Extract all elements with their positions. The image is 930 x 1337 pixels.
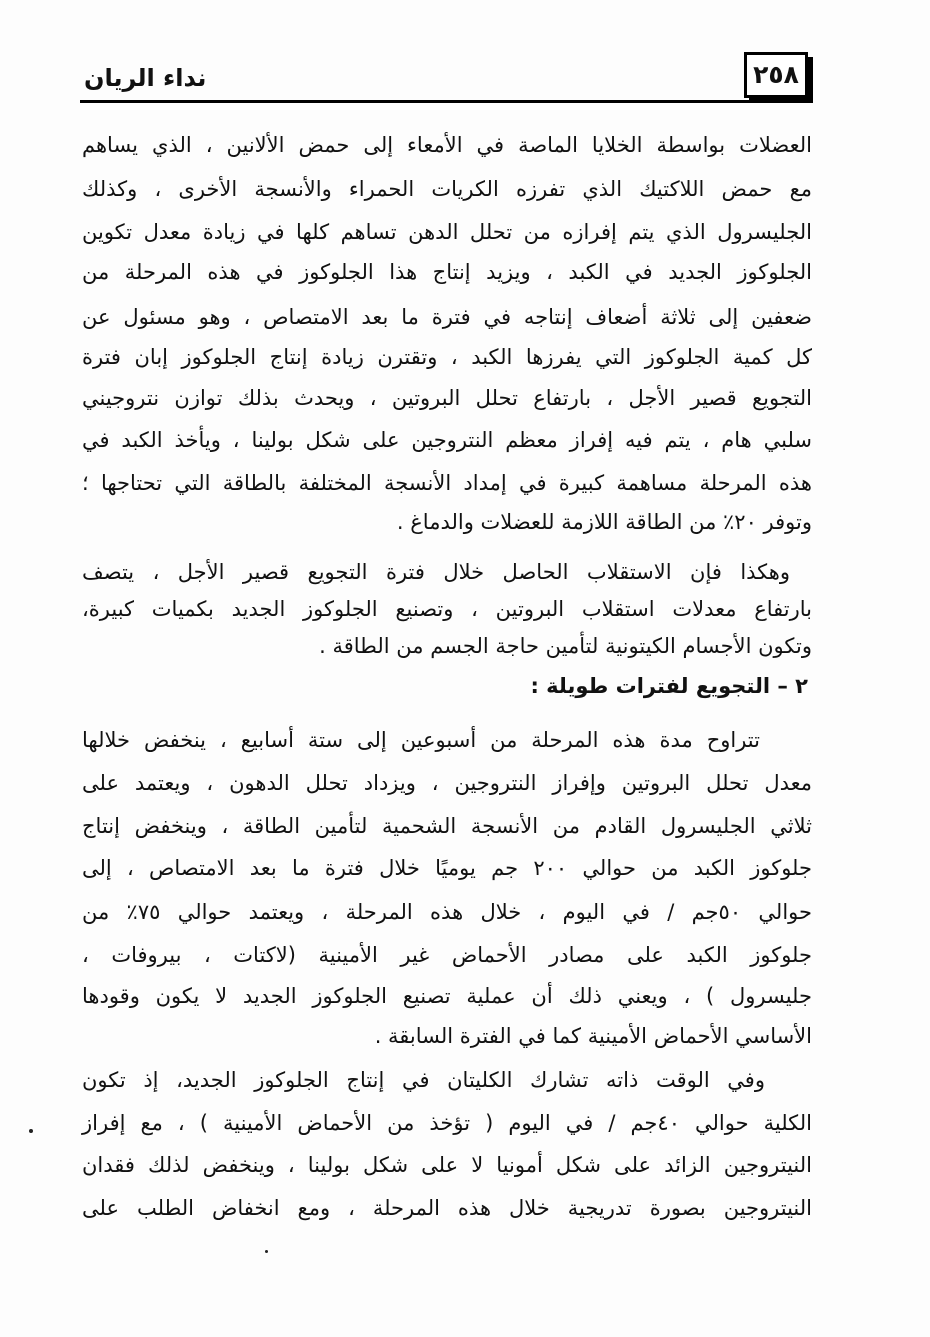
text-line: بارتفاع معدلات استقلاب البروتين ، وتصنيع الجلوكوز الجديد بكميات كبيرة،	[82, 597, 812, 621]
scan-speck	[29, 1129, 33, 1133]
text-line: جلوكوز الكبد من حوالي ٢٠٠ جم يوميًا خلال فترة ما بعد الامتصاص ، إلى	[82, 856, 812, 880]
text-line: العضلات بواسطة الخلايا الماصة في الأمعاء إلى حمض الألانين ، الذي يساهم	[82, 133, 812, 157]
text-line: التجويع قصير الأجل ، بارتفاع تحلل البروتين ، ويحدث بذلك توازن نتروجيني	[82, 386, 812, 410]
text-line: جلوكوز الكبد على مصادر الأحماض غير الأمينية (لاكتات ، بيروفات ،	[82, 943, 812, 967]
text-line: حوالي ٥٠جم / في اليوم ، خلال هذه المرحلة ، ويعتمد حوالي ٧٥٪ من	[82, 900, 812, 924]
text-line: الأساسي الأحماض الأمينية كما في الفترة السابقة .	[374, 1024, 812, 1048]
text-line: الجلوكوز الجديد في الكبد ، ويزيد إنتاج هذا الجلوكوز في هذه المرحلة من	[82, 260, 812, 284]
text-line: وفي الوقت ذاته تشارك الكليتان في إنتاج الجلوكوز الجديد، إذ تكون	[82, 1068, 765, 1092]
page-number: ٢٥٨	[753, 60, 799, 89]
page-number-box	[744, 52, 808, 98]
text-line: النيتروجين الزائد على شكل أمونيا لا على شكل بولينا ، وينخفض لذلك فقدان	[82, 1153, 812, 1177]
running-title: نداء الريان	[84, 64, 207, 92]
section-heading: ٢ – التجويع لفترات طويلة :	[530, 674, 808, 698]
text-line: ثلاثي الجليسرول القادم من الأنسجة الشحمية لتأمين الطاقة ، وينخفض إنتاج	[82, 814, 812, 838]
text-line: سلبي هام ، يتم فيه إفراز معظم النتروجين على شكل بولينا ، ويأخذ الكبد في	[82, 428, 812, 452]
text-line: مع حمض اللاكتيك الذي تفرزه الكريات الحمراء والأنسجة الأخرى ، وكذلك	[82, 177, 812, 201]
text-line: كل كمية الجلوكوز التي يفرزها الكبد ، وتقترن زيادة إنتاج الجلوكوز إبان فترة	[82, 345, 812, 369]
text-line: ضعفين إلى ثلاثة أضعاف إنتاجه في فترة ما بعد الامتصاص ، وهو مسئول عن	[82, 305, 812, 329]
text-line: وتكون الأجسام الكيتونية لتأمين حاجة الجسم من الطاقة .	[319, 634, 812, 658]
text-line: النيتروجين بصورة تدريجية خلال هذه المرحلة ، ومع انخفاض الطلب على	[82, 1196, 812, 1220]
text-line: وتوفر ٢٠٪ من الطاقة اللازمة للعضلات والدماغ .	[396, 510, 812, 534]
scan-speck	[265, 1250, 268, 1253]
text-line: معدل تحلل البروتين وإفراز النتروجين ، ويزداد تحلل الدهون ، ويعتمد على	[82, 771, 812, 795]
header-rule	[80, 100, 810, 103]
text-line: هذه المرحلة مساهمة كبيرة في إمداد الأنسجة المختلفة بالطاقة التي تحتاجها ؛	[82, 471, 812, 495]
text-line: وهكذا فإن الاستقلاب الحاصل خلال فترة التجويع قصير الأجل ، يتصف	[82, 560, 790, 584]
text-line: الكلية حوالي ٤٠جم / في اليوم ( تؤخذ من الأحماض الأمينية ) ، مع إفراز	[82, 1111, 812, 1135]
text-line: تتراوح مدة هذه المرحلة من أسبوعين إلى ستة أسابيع ، ينخفض خلالها	[82, 728, 760, 752]
text-line: الجليسرول الذي يتم إفرازه من تحلل الدهن تساهم كلها في زيادة معدل تكوين	[82, 220, 812, 244]
text-line: جليسرول ) ، ويعني ذلك أن عملية تصنيع الجلوكوز الجديد لا يكون وقودها	[82, 984, 812, 1008]
